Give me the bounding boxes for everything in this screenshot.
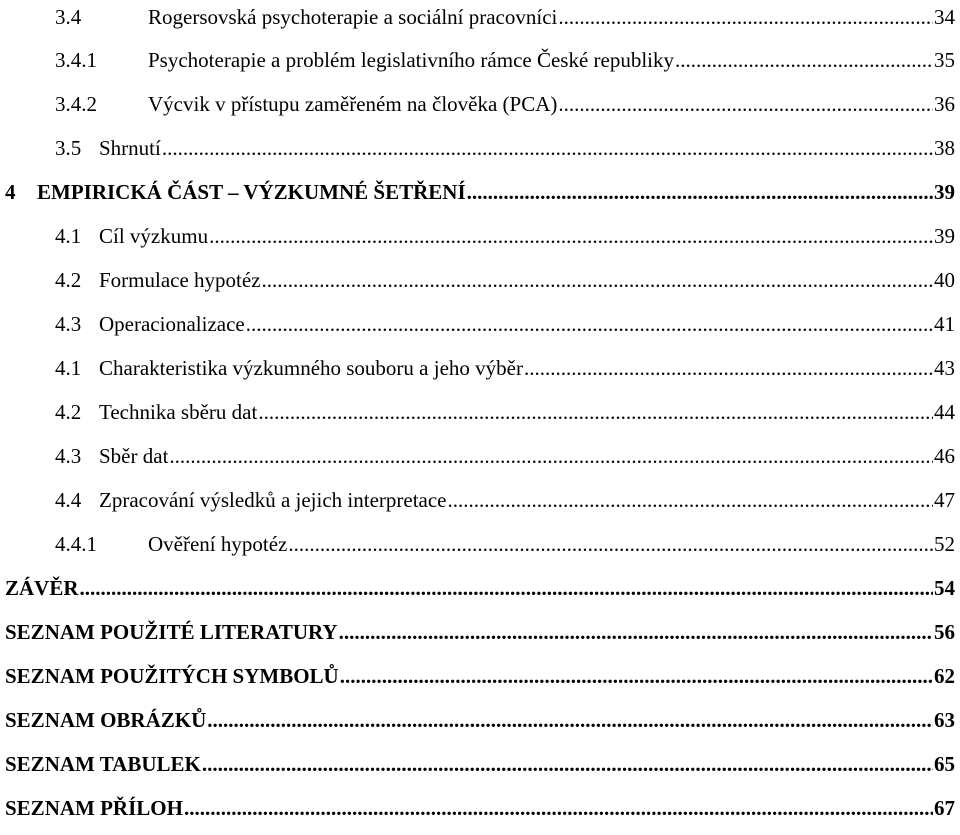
toc-entry-title: Shrnutí [99, 136, 161, 160]
toc-entry-number: 4.1 [55, 224, 82, 248]
toc-entry-page: 35 [934, 48, 955, 72]
toc-entry-title: ZÁVĚR [5, 576, 79, 600]
toc-entry[interactable] [5, 571, 955, 605]
toc-entry-page: 47 [934, 488, 955, 512]
toc-entry[interactable] [55, 131, 955, 165]
toc-entry-number: 3.5 [55, 136, 82, 160]
toc-dot-leader [209, 219, 933, 253]
toc-entry-page: 54 [934, 576, 955, 600]
toc-entry[interactable] [5, 703, 955, 737]
toc-entry-title: Technika sběru dat [99, 400, 258, 424]
toc-dot-leader [184, 791, 933, 825]
toc-entry-title: Sběr dat [99, 444, 169, 468]
toc-entry-title: Výcvik v přístupu zaměřeném na člověka (PCA) [148, 92, 558, 116]
toc-entry-page: 36 [934, 92, 955, 116]
toc-entry[interactable] [55, 483, 955, 517]
toc-entry[interactable] [5, 175, 955, 209]
toc-entry[interactable] [55, 43, 955, 77]
toc-entry-page: 41 [934, 312, 955, 336]
toc-entry[interactable] [55, 351, 955, 385]
toc-entry-number: 3.4.1 [55, 48, 97, 72]
toc-entry[interactable] [55, 307, 955, 341]
toc-entry-number: 4.3 [55, 444, 82, 468]
toc-dot-leader [207, 703, 933, 737]
toc-dot-leader [162, 131, 933, 165]
toc-entry-title: Ověření hypotéz [148, 532, 288, 556]
toc-entry-page: 67 [934, 796, 955, 820]
toc-entry-page: 34 [934, 5, 955, 29]
toc-dot-leader [80, 571, 933, 605]
toc-entry-number: 4.3 [55, 312, 82, 336]
toc-entry-page: 39 [934, 224, 955, 248]
toc-entry-number: 4.2 [55, 400, 82, 424]
toc-entry-page: 52 [934, 532, 955, 556]
toc-entry[interactable] [55, 263, 955, 297]
toc-dot-leader [524, 351, 933, 385]
toc-dot-leader [262, 263, 933, 297]
toc-entry-title: Operacionalizace [99, 312, 245, 336]
toc-entry-page: 38 [934, 136, 955, 160]
toc-entry[interactable] [5, 747, 955, 781]
toc-entry-number: 4.4.1 [55, 532, 97, 556]
toc-entry-title: Cíl výzkumu [99, 224, 209, 248]
toc-entry[interactable] [55, 527, 955, 561]
toc-dot-leader [169, 439, 933, 473]
toc-dot-leader [558, 0, 933, 34]
toc-entry-number: 3.4.2 [55, 92, 97, 116]
toc-entry-number: 4.4 [55, 488, 82, 512]
toc-entry-title: SEZNAM POUŽITÉ LITERATURY [5, 620, 338, 644]
toc-entry[interactable] [55, 395, 955, 429]
toc-entry-title: Formulace hypotéz [99, 268, 261, 292]
toc-entry-title: SEZNAM TABULEK [5, 752, 201, 776]
toc-entry-title: Rogersovská psychoterapie a sociální pracovníci [148, 5, 558, 29]
toc-entry[interactable] [55, 87, 955, 121]
toc-dot-leader [288, 527, 933, 561]
toc-entry[interactable] [55, 439, 955, 473]
toc-entry-page: 56 [934, 620, 955, 644]
toc-entry-title: Zpracování výsledků a jejich interpretace [99, 488, 447, 512]
toc-entry-page: 65 [934, 752, 955, 776]
toc-dot-leader [675, 43, 933, 77]
toc-entry-title: Psychoterapie a problém legislativního rámce České republiky [148, 48, 675, 72]
toc-dot-leader [558, 87, 933, 121]
toc-entry-page: 62 [934, 664, 955, 688]
toc-entry-page: 63 [934, 708, 955, 732]
toc-entry[interactable] [5, 615, 955, 649]
toc-entry-page: 40 [934, 268, 955, 292]
toc-entry-page: 43 [934, 356, 955, 380]
toc-dot-leader [448, 483, 933, 517]
toc-dot-leader [258, 395, 933, 429]
toc-entry[interactable] [5, 659, 955, 693]
toc-entry-title: SEZNAM OBRÁZKŮ [5, 708, 207, 732]
toc-entry[interactable] [5, 791, 955, 825]
toc-entry-title: SEZNAM PŘÍLOH [5, 796, 183, 820]
toc-entry-page: 46 [934, 444, 955, 468]
toc-dot-leader [339, 615, 933, 649]
toc-entry-title: SEZNAM POUŽITÝCH SYMBOLŮ [5, 664, 339, 688]
toc-dot-leader [202, 747, 933, 781]
toc-dot-leader [340, 659, 933, 693]
toc-entry-title: EMPIRICKÁ ČÁST – VÝZKUMNÉ ŠETŘENÍ [37, 180, 466, 204]
toc-dot-leader [467, 175, 933, 209]
toc-entry-page: 39 [934, 180, 955, 204]
toc-dot-leader [246, 307, 933, 341]
toc-entry-title: Charakteristika výzkumného souboru a jeho výběr [99, 356, 523, 380]
toc-entry-number: 4.2 [55, 268, 82, 292]
toc-entry[interactable] [55, 0, 955, 34]
toc-entry[interactable] [55, 219, 955, 253]
toc-entry-number: 3.4 [55, 5, 82, 29]
toc-entry-page: 44 [934, 400, 955, 424]
toc-entry-number: 4 [5, 180, 16, 204]
toc-entry-number: 4.1 [55, 356, 82, 380]
